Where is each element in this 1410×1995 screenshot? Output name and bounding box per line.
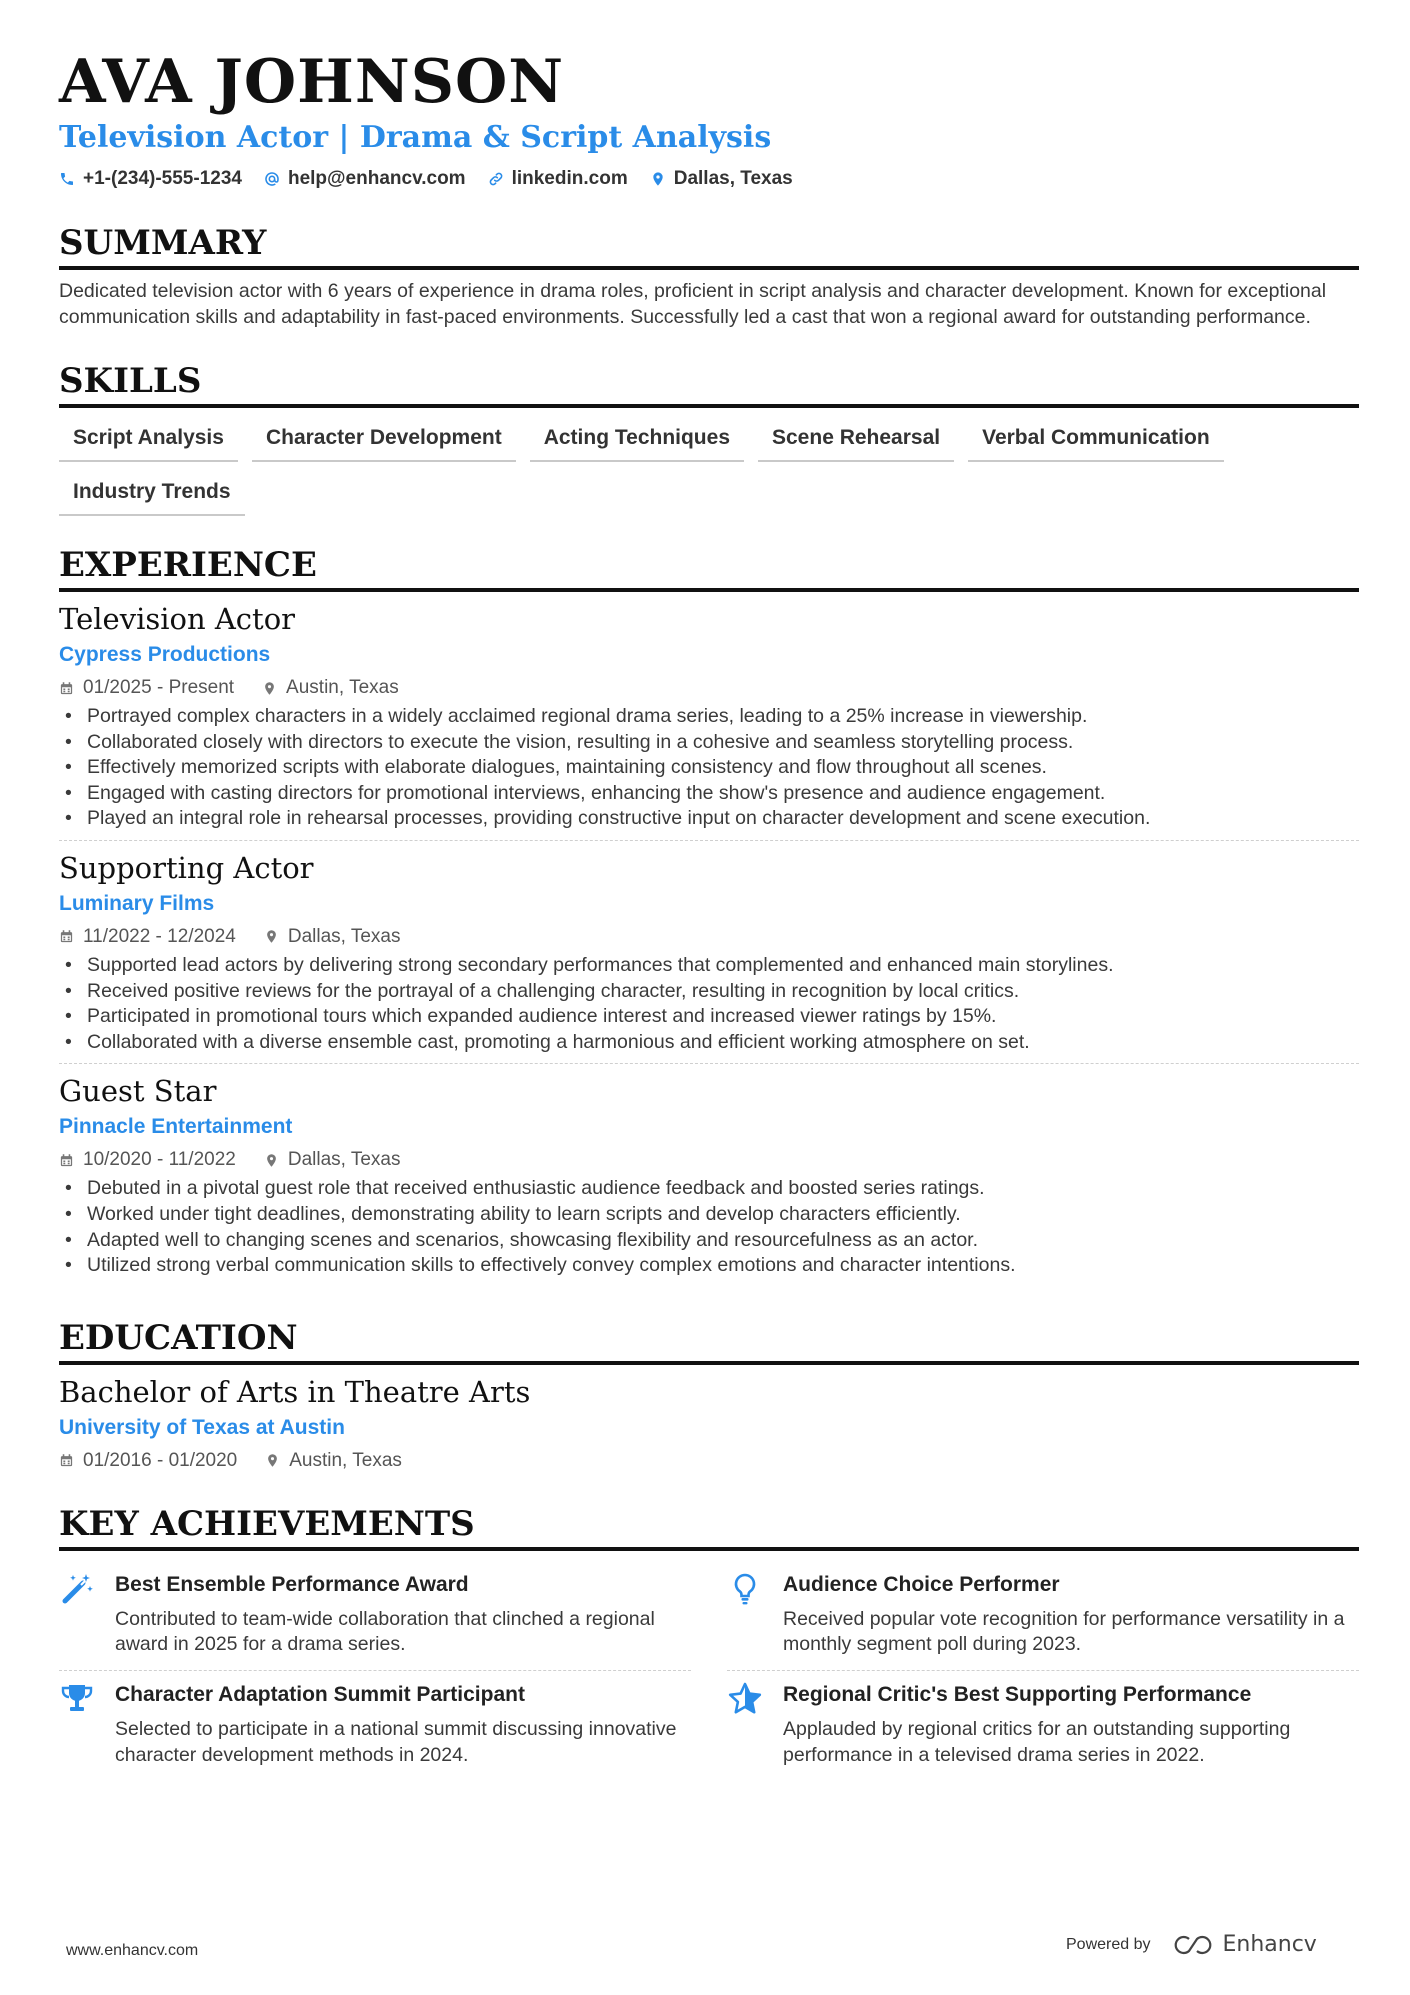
education-entry bbox=[59, 1373, 1359, 1481]
job-location-text: Dallas, Texas bbox=[287, 1149, 401, 1171]
bullet-item: • Engaged with casting directors for promotional interviews, enhancing the show's presence and audience engagement. bbox=[59, 781, 1359, 807]
bullet-item: • Worked under tight deadlines, demonstrating ability to learn scripts and develop characters efficiently. bbox=[59, 1202, 1359, 1228]
header bbox=[59, 46, 1359, 190]
bullet-item: • Supported lead actors by delivering strong secondary performances that complemented and enhanced main storylines. bbox=[59, 953, 1359, 979]
skill-tag: Scene Rehearsal bbox=[758, 422, 954, 462]
job-entry bbox=[59, 600, 1359, 840]
job-dates-text: 01/2025 - Present bbox=[83, 677, 235, 698]
job-location bbox=[262, 676, 399, 700]
skill-tag: Verbal Communication bbox=[968, 422, 1224, 462]
skill-tag: Acting Techniques bbox=[530, 422, 744, 462]
enhancv-logo[interactable] bbox=[1169, 1932, 1317, 1957]
school-name: University of Texas at Austin bbox=[59, 1415, 345, 1439]
job-location-text: Austin, Texas bbox=[286, 677, 399, 698]
summary-text: Dedicated television actor with 6 years of experience in drama roles, proficient in script analysis and character development. Known for exceptional communication skills and adaptability in fast-paced environments. Successfully led a cast that won a regional award for outstanding performance. bbox=[59, 280, 1327, 328]
job-title: Supporting Actor bbox=[59, 850, 314, 885]
bullet-item: • Played an integral role in rehearsal processes, providing constructive input on character development and scene execution. bbox=[59, 806, 1359, 832]
job-entry bbox=[59, 1063, 1359, 1286]
job-location bbox=[264, 925, 401, 949]
achievement-title: Best Ensemble Performance Award bbox=[115, 1572, 469, 1596]
skills-list bbox=[59, 422, 1359, 516]
achievement-desc: Applauded by regional critics for an outstanding supporting performance in a televised drama series in 2022. bbox=[783, 1717, 1291, 1766]
calendar-icon bbox=[59, 1453, 74, 1468]
contact-location bbox=[650, 168, 793, 190]
experience-section bbox=[59, 544, 1359, 1287]
job-meta bbox=[59, 1148, 1359, 1172]
bullet-item: • Debuted in a pivotal guest role that received enthusiastic audience feedback and boosted series ratings. bbox=[59, 1176, 1359, 1202]
job-location-text: Dallas, Texas bbox=[287, 925, 401, 947]
summary-section bbox=[59, 222, 1359, 330]
contact-linkedin[interactable] bbox=[488, 168, 628, 190]
education-meta bbox=[59, 1449, 1359, 1473]
job-dates bbox=[59, 925, 236, 949]
education-dates-text: 01/2016 - 01/2020 bbox=[83, 1449, 238, 1471]
location-pin-icon bbox=[265, 1453, 280, 1468]
skill-tag: Industry Trends bbox=[59, 476, 245, 516]
job-dates bbox=[59, 676, 234, 700]
skills-section bbox=[59, 360, 1359, 516]
company-name: Luminary Films bbox=[59, 891, 215, 915]
link-icon bbox=[488, 171, 504, 187]
education-location-text: Austin, Texas bbox=[289, 1449, 402, 1471]
candidate-name: AVA JOHNSON bbox=[59, 47, 565, 117]
job-bullets bbox=[59, 704, 1359, 832]
calendar-icon bbox=[59, 929, 74, 944]
experience-heading: EXPERIENCE bbox=[59, 544, 1359, 592]
location-pin-icon bbox=[650, 171, 666, 187]
achievements-section bbox=[59, 1503, 1359, 1780]
education-section bbox=[59, 1317, 1359, 1481]
skill-tag: Character Development bbox=[252, 422, 516, 462]
skill-tag: Script Analysis bbox=[59, 422, 238, 462]
at-icon bbox=[264, 171, 280, 187]
phone-icon bbox=[59, 171, 75, 187]
bullet-item: • Collaborated closely with directors to execute the vision, resulting in a cohesive and seamless storytelling process. bbox=[59, 730, 1359, 756]
candidate-title: Television Actor | Drama & Script Analysis bbox=[59, 120, 772, 155]
location-pin-icon bbox=[264, 929, 279, 944]
enhancv-brand-name: Enhancv bbox=[1222, 1932, 1317, 1957]
job-bullets bbox=[59, 1176, 1359, 1278]
job-entry bbox=[59, 840, 1359, 1063]
job-title: Guest Star bbox=[59, 1074, 217, 1109]
bullet-item: • Participated in promotional tours which expanded audience interest and increased viewer ratings by 15%. bbox=[59, 1004, 1359, 1030]
skills-heading: SKILLS bbox=[59, 360, 1359, 408]
achievement-item bbox=[59, 1671, 691, 1780]
achievement-desc: Selected to participate in a national summit discussing innovative character development methods in 2024. bbox=[115, 1717, 677, 1766]
contact-phone[interactable] bbox=[59, 168, 242, 190]
job-dates bbox=[59, 1148, 236, 1172]
job-meta bbox=[59, 925, 1359, 949]
achievement-title: Character Adaptation Summit Participant bbox=[115, 1682, 525, 1706]
achievement-title: Regional Critic's Best Supporting Performance bbox=[783, 1682, 1252, 1706]
achievements-heading: KEY ACHIEVEMENTS bbox=[59, 1503, 1359, 1551]
trophy-icon bbox=[59, 1681, 95, 1717]
footer-website[interactable]: www.enhancv.com bbox=[66, 1942, 199, 1959]
achievement-item bbox=[59, 1561, 691, 1671]
phone-text: +1-(234)-555-1234 bbox=[83, 168, 242, 189]
email-text: help@enhancv.com bbox=[287, 168, 466, 189]
job-dates-text: 11/2022 - 12/2024 bbox=[83, 925, 236, 947]
job-meta bbox=[59, 676, 1359, 700]
job-location bbox=[264, 1148, 401, 1172]
job-dates-text: 10/2020 - 11/2022 bbox=[83, 1149, 236, 1171]
degree-title: Bachelor of Arts in Theatre Arts bbox=[59, 1374, 531, 1409]
bullet-item: • Effectively memorized scripts with elaborate dialogues, maintaining consistency and flow throughout all scenes. bbox=[59, 755, 1359, 781]
job-bullets bbox=[59, 953, 1359, 1055]
education-dates bbox=[59, 1449, 237, 1473]
powered-by-label: Powered by bbox=[1066, 1935, 1151, 1953]
calendar-icon bbox=[59, 681, 74, 696]
company-name: Pinnacle Entertainment bbox=[59, 1115, 293, 1139]
location-pin-icon bbox=[262, 681, 277, 696]
job-title: Television Actor bbox=[59, 602, 296, 636]
contact-email[interactable] bbox=[264, 168, 466, 190]
footer-branding bbox=[1066, 1932, 1317, 1957]
enhancv-logo-icon bbox=[1169, 1933, 1215, 1957]
achievement-desc: Contributed to team-wide collaboration that clinched a regional award in 2025 for a drama series. bbox=[115, 1607, 655, 1656]
location-text: Dallas, Texas bbox=[673, 168, 793, 189]
achievement-item bbox=[727, 1671, 1359, 1780]
achievements-grid bbox=[59, 1561, 1359, 1780]
magic-wand-icon bbox=[59, 1571, 95, 1607]
resume-page bbox=[59, 46, 1359, 1780]
summary-heading: SUMMARY bbox=[59, 222, 1359, 270]
achievement-title: Audience Choice Performer bbox=[783, 1572, 1060, 1596]
achievement-desc: Received popular vote recognition for performance versatility in a monthly segment poll during 2023. bbox=[783, 1607, 1345, 1656]
company-name: Cypress Productions bbox=[59, 643, 271, 666]
education-heading: EDUCATION bbox=[59, 1317, 1359, 1365]
location-pin-icon bbox=[264, 1153, 279, 1168]
lightbulb-icon bbox=[727, 1571, 763, 1607]
contact-bar bbox=[59, 168, 1359, 190]
linkedin-text: linkedin.com bbox=[511, 168, 628, 189]
bullet-item: • Utilized strong verbal communication skills to effectively convey complex emotions and character intentions. bbox=[59, 1253, 1359, 1279]
education-location bbox=[265, 1449, 402, 1473]
achievement-item bbox=[727, 1561, 1359, 1671]
star-icon bbox=[727, 1681, 763, 1717]
bullet-item: • Collaborated with a diverse ensemble cast, promoting a harmonious and efficient working atmosphere on set. bbox=[59, 1030, 1359, 1056]
bullet-item: • Adapted well to changing scenes and scenarios, showcasing flexibility and resourcefulness as an actor. bbox=[59, 1228, 1359, 1254]
bullet-item: • Portrayed complex characters in a widely acclaimed regional drama series, leading to a 25% increase in viewership. bbox=[59, 704, 1359, 730]
calendar-icon bbox=[59, 1153, 74, 1168]
bullet-item: • Received positive reviews for the portrayal of a challenging character, resulting in recognition by local critics. bbox=[59, 979, 1359, 1005]
